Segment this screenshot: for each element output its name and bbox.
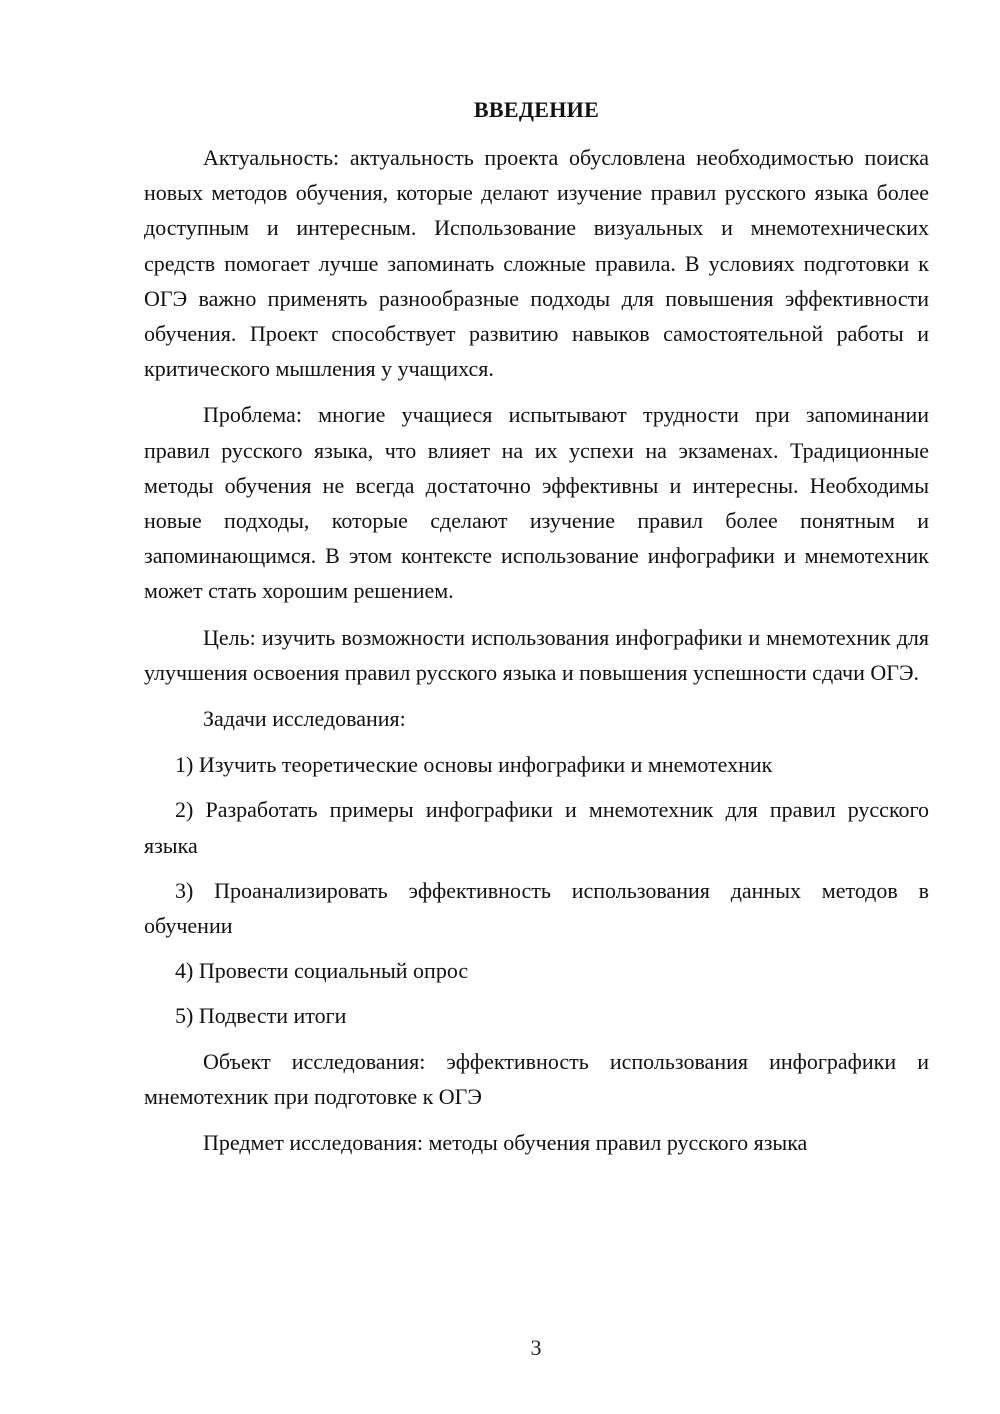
document-page xyxy=(144,96,929,1171)
problem-paragraph: Проблема: многие учащиеся испытывают трудности при запоминании правил русского языка, что влияет на их успехи на экзаменах. Традиционные методы обучения не всегда достаточно эффективны и интересны. Необходимы новые подходы, которые сделают изучение правил более понятным и запоминающимся. В этом контексте использование инфографики и мнемотехник может стать хорошим решением. xyxy=(144,402,929,604)
research-subject-paragraph: Предмет исследования: методы обучения правил русского языка xyxy=(203,1130,808,1156)
page-number: 3 xyxy=(530,1335,542,1360)
task-item-2: 2) Разработать примеры инфографики и мнемотехник для правил русского языка xyxy=(144,797,929,858)
task-item-1: 1) Изучить теоретические основы инфографики и мнемотехник xyxy=(175,752,773,778)
goal-paragraph: Цель: изучить возможности использования инфографики и мнемотехник для улучшения освоения правил русского языка и повышения успешности сдачи ОГЭ. xyxy=(144,624,929,685)
tasks-heading: Задачи исследования: xyxy=(203,706,406,732)
relevance-paragraph: Актуальность: актуальность проекта обусловлена необходимостью поиска новых методов обучения, которые делают изучение правил русского языка более доступным и интересным. Использование визуальных и мнемотехнических средств помогает лучше запоминать сложные правила. В условиях подготовки к ОГЭ важно применять разнообразные подходы для повышения эффективности обучения. Проект способствует развитию навыков самостоятельной работы и критического мышления у учащихся. xyxy=(144,145,929,382)
research-object-paragraph: Объект исследования: эффективность использования инфографики и мнемотехник при подготовке к ОГЭ xyxy=(144,1048,929,1109)
task-item-4: 4) Провести социальный опрос xyxy=(175,958,469,984)
task-item-5: 5) Подвести итоги xyxy=(175,1003,347,1029)
task-item-3: 3) Проанализировать эффективность использования данных методов в обучении xyxy=(144,877,929,939)
section-title: ВВЕДЕНИЕ xyxy=(473,97,600,122)
